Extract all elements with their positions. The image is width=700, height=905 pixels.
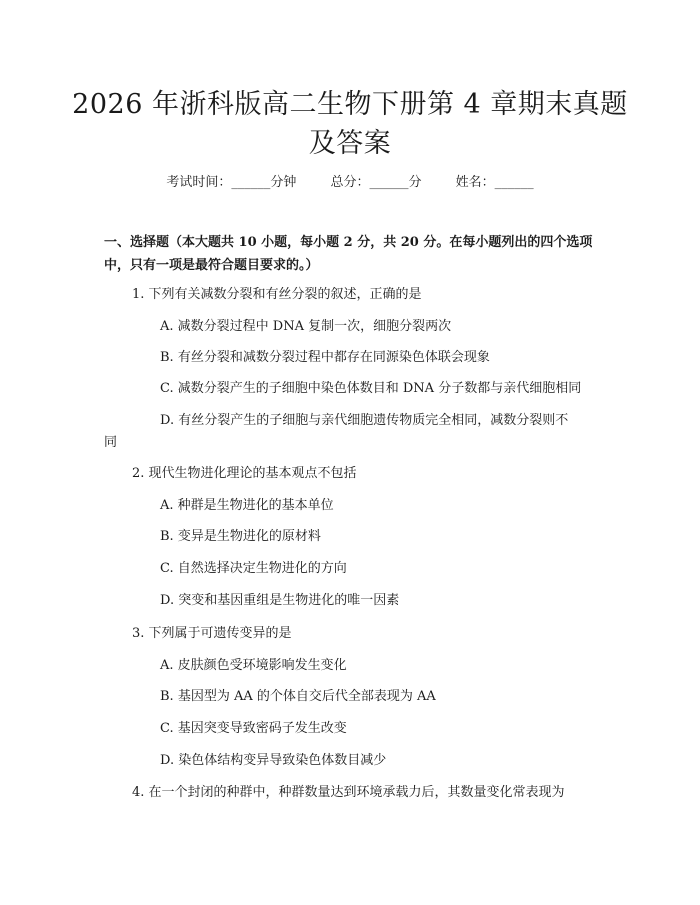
question-3-option-c: C. 基因突变导致密码子发生改变: [160, 721, 347, 736]
section-heading: 一、选择题（本大题共 10 小题，每小题 2 分，共 20 分。在每小题列出的四个选项中，只有一项是最符合题目要求的。）: [104, 235, 593, 273]
question-4-stem: 4. 在一个封闭的种群中，种群数量达到环境承载力后，其数量变化常表现为: [132, 785, 565, 800]
exam-title-line1: 2026 年浙科版高二生物下册第 4 章期末真题: [72, 89, 628, 120]
question-1-option-d-continued: 同: [104, 435, 118, 450]
question-2-option-a: A. 种群是生物进化的基本单位: [160, 498, 334, 513]
question-3-option-d: D. 染色体结构变异导致染色体数目减少: [160, 753, 387, 768]
exam-name-field: 姓名：______: [455, 175, 534, 190]
question-2-option-c: C. 自然选择决定生物进化的方向: [160, 561, 347, 576]
question-3-stem: 3. 下列属于可遗传变异的是: [132, 626, 292, 641]
question-3-option-a: A. 皮肤颜色受环境影响发生变化: [160, 658, 347, 673]
question-2-stem: 2. 现代生物进化理论的基本观点不包括: [132, 466, 357, 481]
question-2-option-b: B. 变异是生物进化的原材料: [160, 529, 321, 544]
question-1-option-c: C. 减数分裂产生的子细胞中染色体数目和 DNA 分子数都与亲代细胞相同: [160, 381, 582, 396]
exam-time-field: 考试时间：______分钟: [166, 175, 297, 190]
question-1-option-d: D. 有丝分裂产生的子细胞与亲代细胞遗传物质完全相同，减数分裂则不: [160, 413, 569, 428]
question-3-option-b: B. 基因型为 AA 的个体自交后代全部表现为 AA: [160, 689, 436, 704]
exam-title-line2: 及答案: [308, 128, 392, 159]
exam-meta: [0, 171, 700, 190]
question-2-option-d: D. 突变和基因重组是生物进化的唯一因素: [160, 593, 400, 608]
question-1-stem: 1. 下列有关减数分裂和有丝分裂的叙述，正确的是: [132, 287, 422, 302]
question-1-option-a: A. 减数分裂过程中 DNA 复制一次，细胞分裂两次: [160, 319, 452, 334]
question-1-option-b: B. 有丝分裂和减数分裂过程中都存在同源染色体联会现象: [160, 350, 490, 365]
exam-score-field: 总分：______分: [330, 175, 422, 190]
